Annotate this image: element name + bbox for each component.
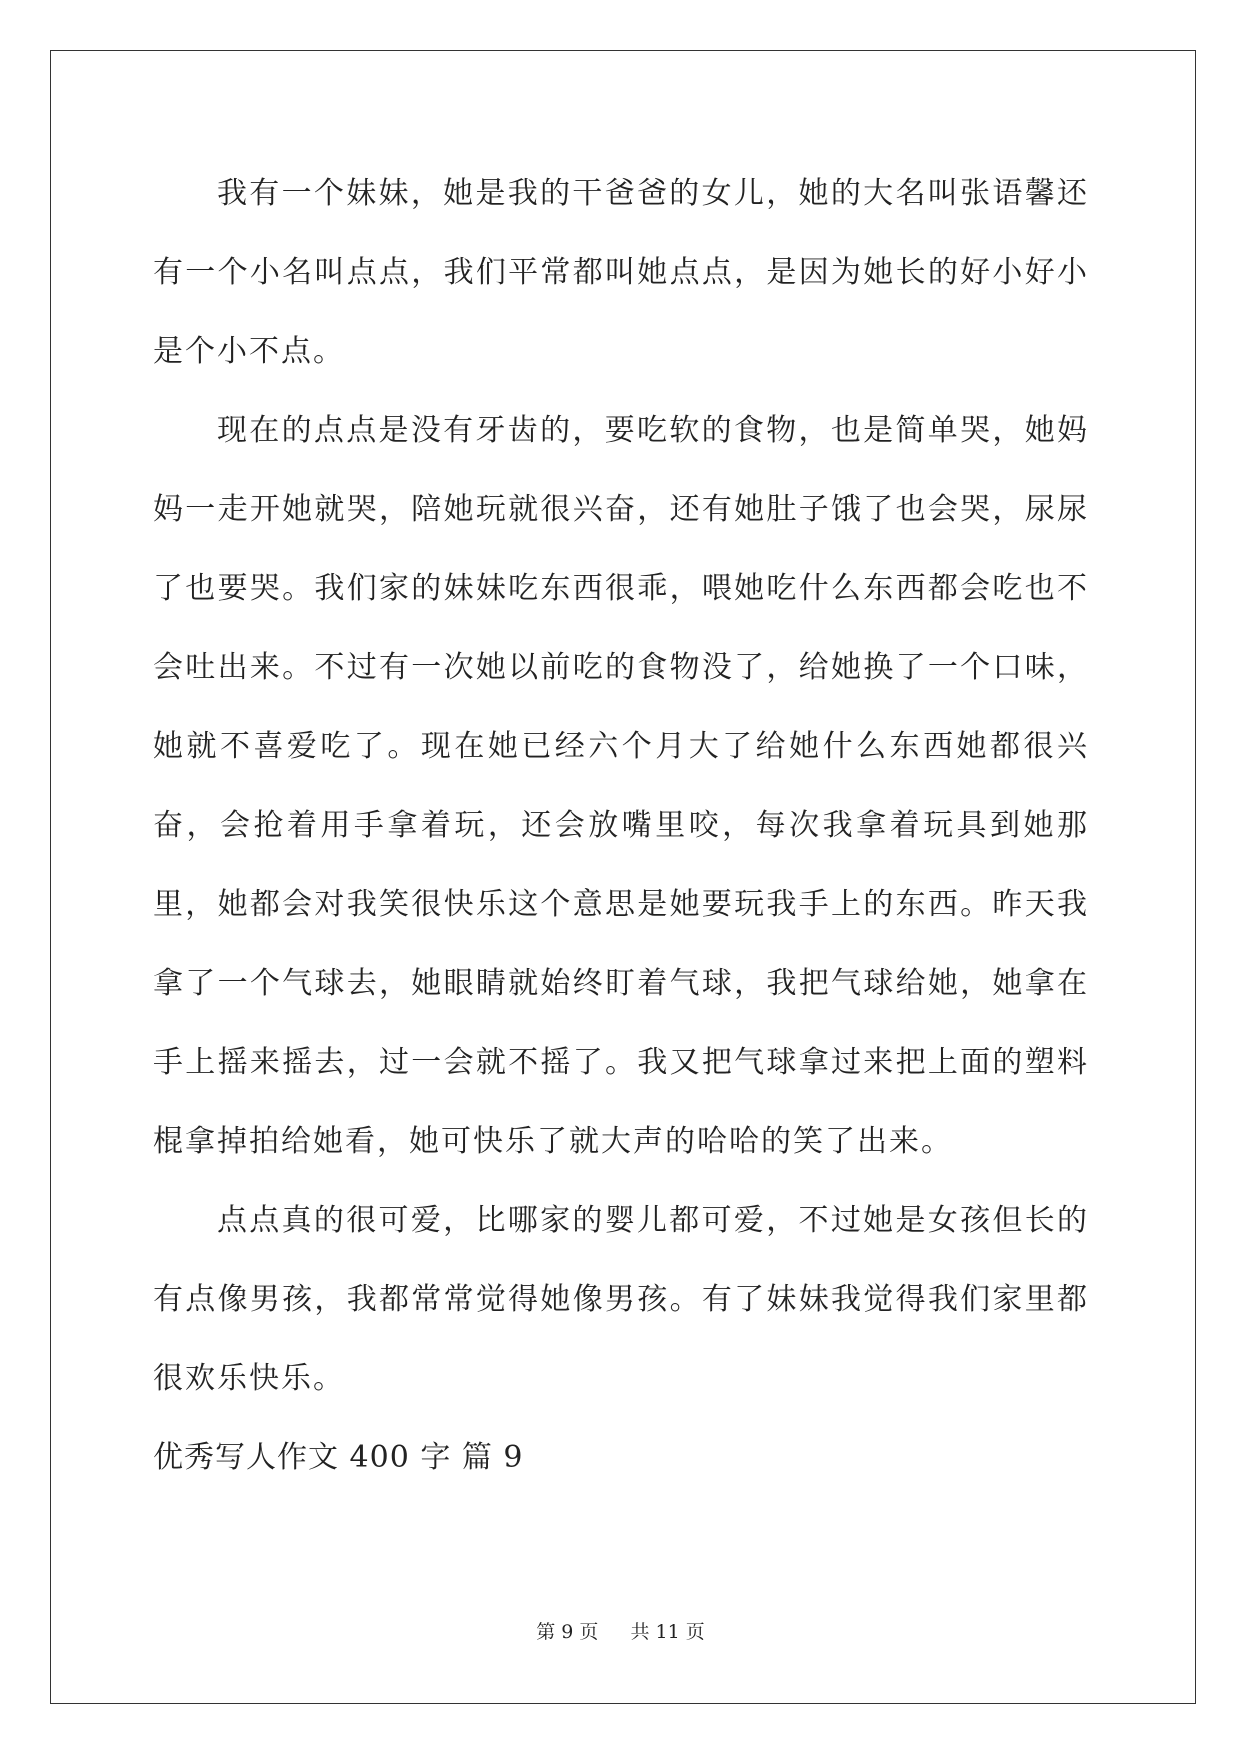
page-footer	[0, 1617, 1241, 1644]
paragraph-2: 现在的点点是没有牙齿的，要吃软的食物，也是简单哭，她妈妈一走开她就哭，陪她玩就很兴奋，还有她肚子饿了也会哭，尿尿了也要哭。我们家的妹妹吃东西很乖，喂她吃什么东西都会吃也不会吐出来。不过有一次她以前吃的食物没了，给她换了一个口味，她就不喜爱吃了。现在她已经六个月大了给她什么东西她都很兴奋，会抢着用手拿着玩，还会放嘴里咬，每次我拿着玩具到她那里，她都会对我笑很快乐这个意思是她要玩我手上的东西。昨天我拿了一个气球去，她眼睛就始终盯着气球，我把气球给她，她拿在手上摇来摇去，过一会就不摇了。我又把气球拿过来把上面的塑料棍拿掉拍给她看，她可快乐了就大声的哈哈的笑了出来。	[153, 413, 1089, 1159]
paragraph-3: 点点真的很可爱，比哪家的婴儿都可爱，不过她是女孩但长的有点像男孩，我都常常觉得她像男孩。有了妹妹我觉得我们家里都很欢乐快乐。	[153, 1203, 1089, 1396]
paragraph-1: 我有一个妹妹，她是我的干爸爸的女儿，她的大名叫张语馨还有一个小名叫点点，我们平常都叫她点点，是因为她长的好小好小是个小不点。	[153, 176, 1089, 369]
document-body	[153, 154, 1089, 1497]
section-heading: 优秀写人作文 400 字 篇 9	[153, 1440, 524, 1475]
current-page-number: 第 9 页	[536, 1621, 599, 1643]
total-page-count: 共 11 页	[630, 1621, 705, 1643]
